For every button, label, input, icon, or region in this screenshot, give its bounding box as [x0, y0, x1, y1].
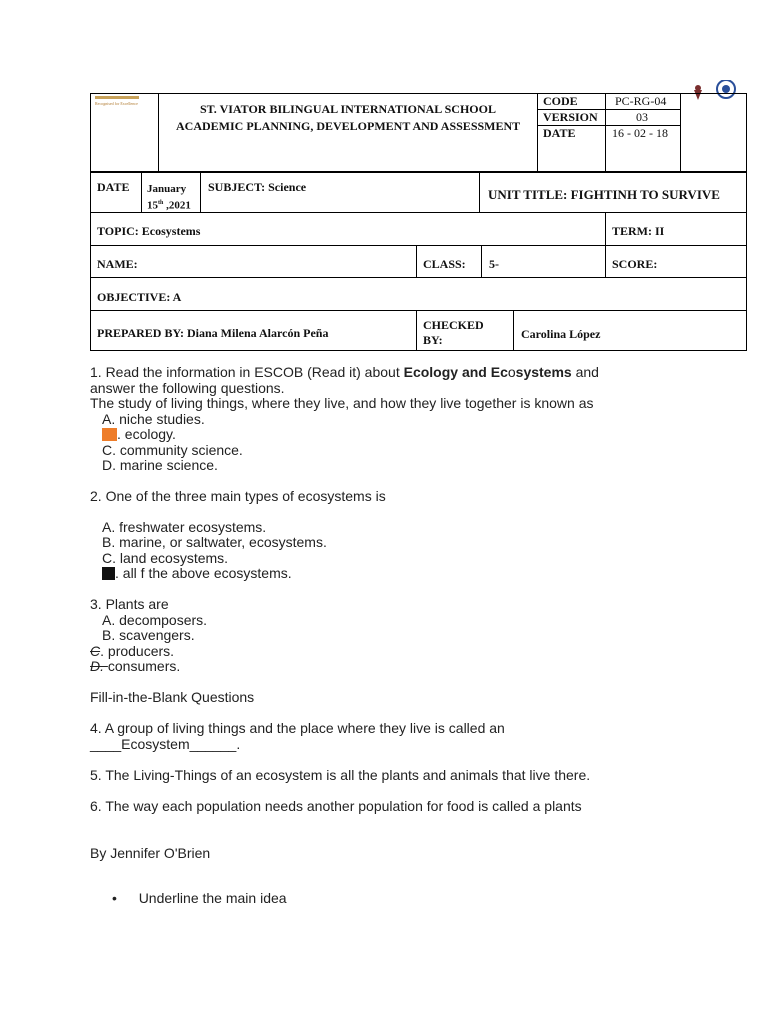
school-name: ST. VIATOR BILINGUAL INTERNATIONAL SCHOOL	[200, 102, 496, 116]
objective-field: OBJECTIVE: A	[97, 290, 182, 304]
question-1-option-a: A. niche studies.	[102, 410, 205, 427]
question-4: 4. A group of living things and the place where they live is called an ____Ecosystem______.	[90, 720, 505, 752]
question-3-option-a: A. decomposers.	[102, 611, 208, 628]
logo-caption: Recognised for Excellence	[95, 101, 138, 106]
question-1-option-d: D. marine science.	[102, 457, 218, 473]
question-4-answer: ____Ecosystem______.	[90, 735, 241, 752]
question-1-intro: 1. Read the information in ESCOB (Read it) about Ecology and Ecosystems and	[90, 364, 599, 380]
subject-field: SUBJECT: Science	[208, 180, 307, 194]
question-2	[90, 489, 386, 582]
author-line: By Jennifer O'Brien	[90, 845, 211, 861]
bullet-item	[112, 890, 287, 906]
department-name: ACADEMIC PLANNING, DEVELOPMENT AND ASSESSMENT	[176, 119, 521, 133]
question-3-option-b: B. scavengers.	[102, 627, 195, 643]
date-value: 16 - 02 - 18	[612, 126, 668, 140]
question-1-intro-line2: answer the following questions.	[90, 379, 285, 396]
question-2-option-d: . all f the above ecosystems.	[90, 566, 386, 582]
term-field: TERM: II	[612, 224, 665, 238]
question-1-stem: The study of living things, where they live, and how they live together is known as	[90, 395, 594, 411]
question-3-stem: 3. Plants are	[90, 596, 169, 612]
prepared-by-field: PREPARED BY: Diana Milena Alarcón Peña	[97, 326, 329, 340]
school-logo	[95, 94, 159, 118]
date-label: DATE	[543, 126, 576, 140]
code-value: PC-RG-04	[615, 94, 667, 108]
name-field-label: NAME:	[97, 257, 138, 271]
question-5: 5. The Living-Things of an ecosystem is all the plants and animals that live there.	[90, 767, 591, 783]
class-field-value: 5-	[489, 257, 499, 271]
unit-title-field: UNIT TITLE: FIGHTINH TO SURVIVE	[488, 187, 720, 202]
question-3-option-c: C. producers.	[90, 642, 175, 659]
fill-in-blank-heading: Fill-in-the-Blank Questions	[90, 689, 255, 705]
score-field-label: SCORE:	[612, 257, 658, 271]
certification-icons	[690, 80, 738, 102]
question-2-stem: 2. One of the three main types of ecosystems is	[90, 488, 386, 504]
question-2-option-a: A. freshwater ecosystems.	[102, 518, 267, 535]
question-3-option-d: D. consumers.	[90, 658, 181, 674]
question-2-option-c: C. land ecosystems.	[102, 549, 229, 566]
version-label: VERSION	[543, 110, 598, 124]
topic-field: TOPIC: Ecosystems	[97, 224, 201, 238]
answer-black-mark	[102, 567, 115, 580]
checked-by-label: CHECKED BY:	[423, 318, 484, 347]
version-value: 03	[636, 110, 648, 124]
checked-by-value: Carolina López	[521, 327, 601, 341]
answer-highlight-mark	[102, 428, 117, 441]
code-label: CODE	[543, 94, 578, 108]
question-1-option-b: . ecology.	[90, 427, 599, 443]
question-3	[90, 597, 207, 675]
question-1-option-c: C. community science.	[102, 441, 243, 458]
date-field-value: January 15th ,2021	[147, 183, 191, 212]
date-field-label: DATE	[97, 180, 130, 194]
bullet-glyph: •	[112, 890, 117, 906]
question-1	[90, 365, 599, 474]
question-2-option-b: B. marine, or saltwater, ecosystems.	[102, 534, 327, 550]
class-field-label: CLASS:	[423, 257, 466, 271]
question-6: 6. The way each population needs another population for food is called a plants	[90, 798, 582, 814]
bullet-text: Underline the main idea	[138, 890, 287, 906]
